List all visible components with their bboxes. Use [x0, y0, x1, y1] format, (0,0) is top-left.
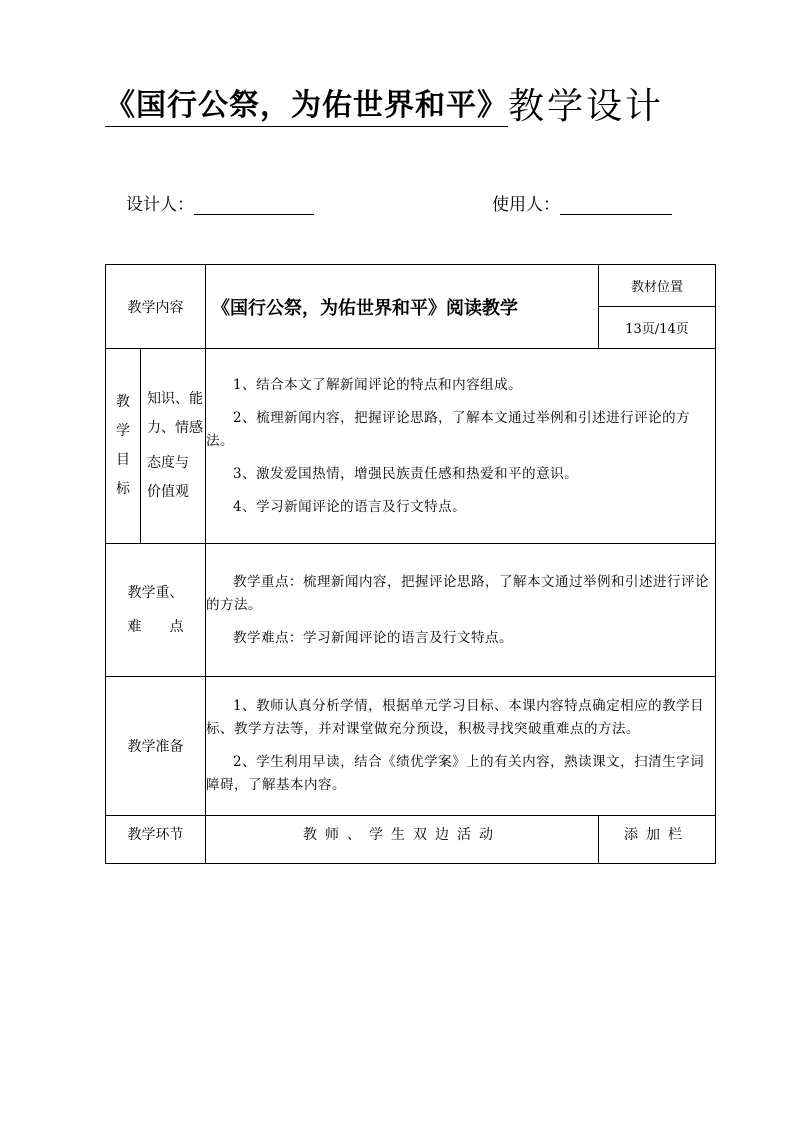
- keypoints-label-line2: 难 点: [127, 619, 184, 635]
- keypoint-item: 教学难点：学习新闻评论的语言及行文特点。: [233, 629, 513, 646]
- steps-right-header: 添加栏: [599, 816, 716, 864]
- steps-middle-header: 教师、学生双边活动: [206, 816, 599, 864]
- goals-label: [106, 349, 141, 544]
- location-label: 教材位置: [599, 265, 716, 307]
- keypoints-content: [206, 544, 716, 677]
- goals-label-char: 教: [116, 394, 130, 410]
- keypoints-label: [106, 544, 206, 677]
- goals-sublabel: [141, 349, 206, 544]
- title-lesson-name: 《国行公祭，为佑世界和平》: [105, 86, 508, 127]
- goal-item: 4、学习新闻评论的语言及行文特点。: [233, 498, 467, 515]
- goals-label-char: 学: [116, 423, 130, 439]
- prep-label: 教学准备: [106, 677, 206, 816]
- goals-sublabel-line: 价值观: [147, 484, 189, 500]
- goals-sublabel-line: 态度与: [147, 455, 189, 471]
- keypoints-label-line1: 教学重、: [127, 585, 184, 601]
- user-label: 使用人：: [492, 195, 560, 215]
- title-design-label: 教学设计: [508, 86, 665, 127]
- goals-content: [206, 349, 716, 544]
- goals-label-char: 标: [116, 481, 130, 497]
- designer-blank-line[interactable]: [194, 196, 314, 215]
- designer-label: 设计人：: [126, 195, 194, 215]
- goals-sublabel-line: 知识、能: [147, 391, 203, 407]
- goal-item: 2、梳理新闻内容，把握评论思路，了解本文通过举例和引述进行评论的方法。: [206, 409, 691, 449]
- keypoint-item: 教学重点：梳理新闻内容，把握评论思路，了解本文通过举例和引述进行评论的方法。: [206, 573, 709, 613]
- document-title: [105, 86, 705, 136]
- goals-sublabel-line: 力、情感: [147, 420, 203, 436]
- prep-item: 1、教师认真分析学情，根据单元学习目标、本课内容特点确定相应的教学目标、教学方法等，并对课堂做充分预设，积极寻找突破重难点的方法。: [206, 698, 705, 737]
- steps-label: 教学环节: [106, 816, 206, 864]
- prep-content: [206, 677, 716, 816]
- content-label: 教学内容: [106, 265, 206, 349]
- user-field: [492, 190, 672, 215]
- location-value: 13页/14页: [599, 307, 716, 349]
- designer-field: [126, 190, 314, 215]
- prep-item: 2、学生利用早读，结合《绩优学案》上的有关内容，熟读课文，扫清生字词障碍，了解基本内容。: [206, 754, 705, 793]
- goal-item: 3、激发爱国热情，增强民族责任感和热爱和平的意识。: [233, 465, 579, 482]
- user-blank-line[interactable]: [560, 196, 672, 215]
- goals-label-char: 目: [116, 452, 130, 468]
- content-title: 《国行公祭，为佑世界和平》阅读教学: [206, 265, 599, 349]
- goal-item: 1、结合本文了解新闻评论的特点和内容组成。: [233, 376, 523, 393]
- lesson-plan-table: [105, 264, 716, 864]
